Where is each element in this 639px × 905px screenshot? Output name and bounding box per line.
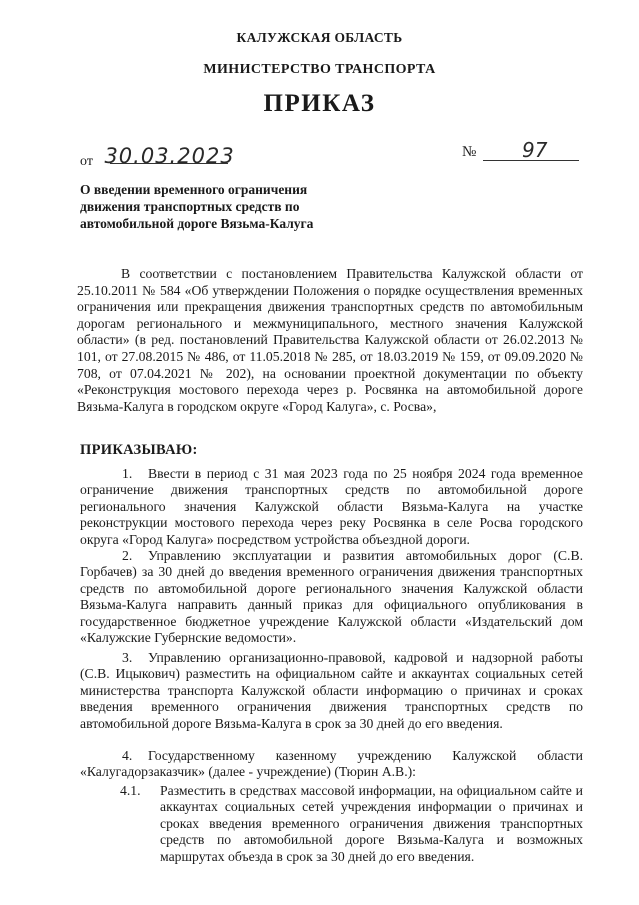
- ministry-heading: МИНИСТЕРСТВО ТРАНСПОРТА: [203, 62, 436, 77]
- subitem-text: Разместить в средствах массовой информации, на официальном сайте и аккаунтах социальных сетей учреждения информации о причинах и сроках введения временного ограничения движения транспортных средств по автомобильной дороге Вязьма-Калуга и возможных маршрутах объезда в срок за 30 дней до его введения.: [160, 783, 583, 864]
- order-subitem: [120, 783, 583, 865]
- date-handwritten: 30.03.2023: [104, 144, 235, 168]
- date-prefix: от: [80, 154, 93, 169]
- subitem-number: 4.1.: [120, 783, 141, 798]
- number-prefix: №: [462, 144, 477, 160]
- region-heading: КАЛУЖСКАЯ ОБЛАСТЬ: [236, 30, 403, 45]
- item-number: 4.: [122, 748, 133, 763]
- number-line: [462, 138, 548, 162]
- preamble-paragraph: В соответствии с постановлением Правительства Калужской области от 25.10.2011 № 584 «Об утверждении Положения о порядке осуществления временных ограничения или прекращения движения транспортных средств по автомобильным дорогам регионального и межмуниципального, местного значения Калужской области» (в ред. постановлений Правительства Калужской области от 26.02.2013 № 101, от 27.08.2015 № 486, от 11.05.2018 № 285, от 18.03.2019 № 159, от 09.09.2020 № 708, от 07.04.2021 № 202), на основании проектной документации по объекту «Реконструкция мостового перехода через р. Росвянка на автомобильной дороге Вязьма-Калуга в городском округе «Город Калуга», с. Росва»,: [77, 266, 583, 414]
- order-item: [80, 650, 583, 732]
- item-number: 1.: [122, 466, 133, 481]
- number-handwritten: 97: [522, 138, 548, 162]
- item-number: 3.: [122, 650, 133, 665]
- item-text: Управлению организационно-правовой, кадровой и надзорной работы (С.В. Ицыкович) разместить на официальном сайте и аккаунтах социальных сетей министерства транспорта Калужской области информацию о причинах и сроках введения временного ограничения движения транспортных средств по автомобильной дороге Вязьма-Калуга в срок за 30 дней до его введения.: [80, 650, 583, 731]
- order-item: [80, 548, 583, 646]
- date-underline: [110, 163, 228, 164]
- item-text: Управлению эксплуатации и развития автомобильных дорог (С.В. Горбачев) за 30 дней до введения временного ограничения движения транспортных средств по автомобильной дороге регионального значения Калужской области Вязьма-Калуга направить данный приказ для официального опубликования в государственное бюджетное учреждение Калужской области «Издательский дом «Калужские Губернские ведомости».: [80, 548, 583, 646]
- order-subject: О введении временного ограничения движения транспортных средств по автомобильной дороге Вязьма-Калуга: [80, 182, 314, 231]
- order-item: [80, 748, 583, 781]
- decree-word: ПРИКАЗЫВАЮ:: [80, 442, 198, 458]
- number-underline: [483, 160, 579, 161]
- item-text: Ввести в период с 31 мая 2023 года по 25 ноября 2024 года временное ограничение движения транспортных средств по автомобильной дороге регионального значения Калужской области Вязьма-Калуга на участке реконструкции мостового перехода через реку Росвянка в селе Росва городского округа «Город Калуга» посредством устройства объездной дороги.: [80, 466, 583, 547]
- date-line: [80, 146, 235, 170]
- document-type-title: ПРИКАЗ: [263, 90, 376, 117]
- order-item: [80, 466, 583, 548]
- item-number: 2.: [122, 548, 133, 563]
- item-text: Государственному казенному учреждению Калужской области «Калугадорзаказчик» (далее - учреждение) (Тюрин А.В.):: [80, 748, 583, 780]
